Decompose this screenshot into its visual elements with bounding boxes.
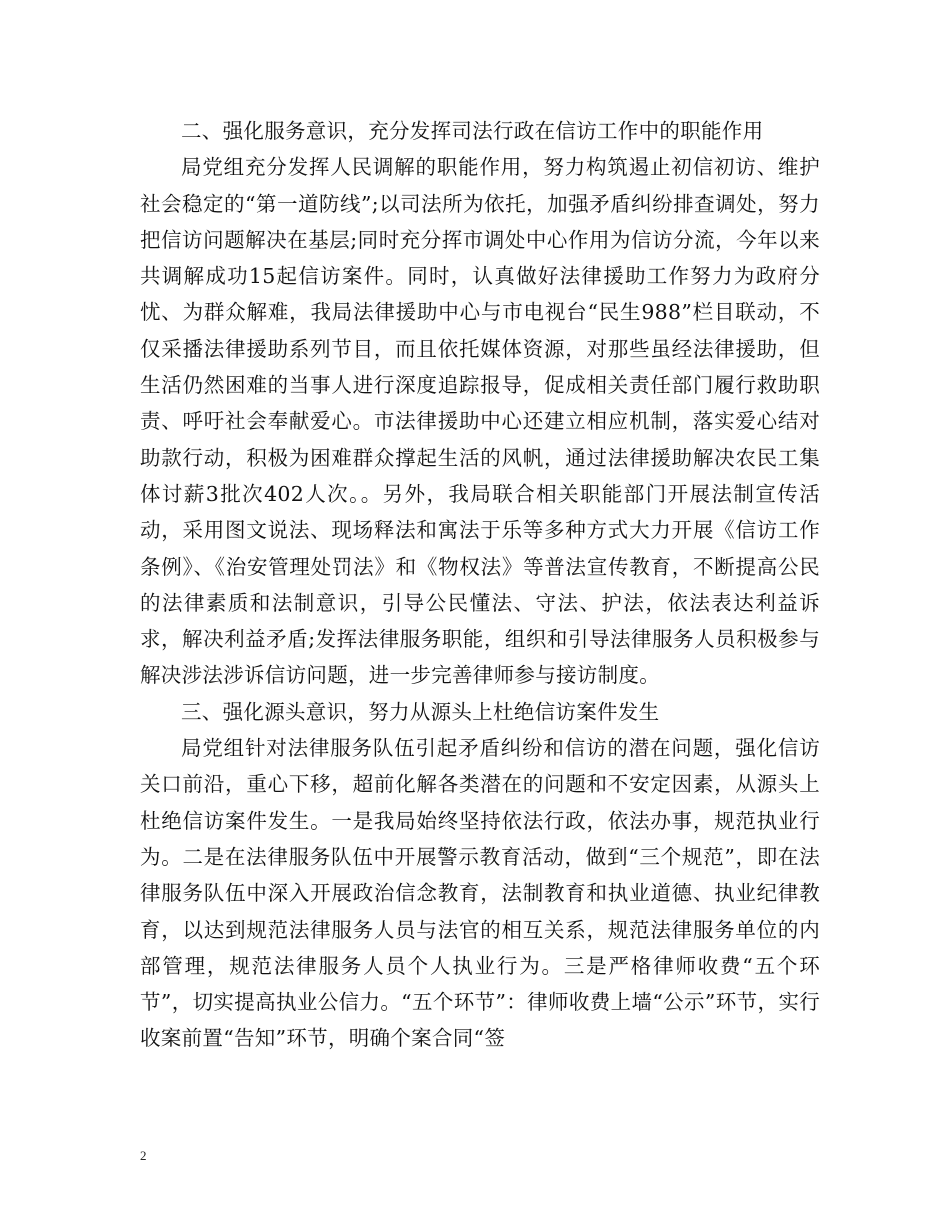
section-2-heading: 二、强化服务意识，充分发挥司法行政在信访工作中的职能作用 [181, 119, 764, 143]
section-2-paragraph: 局党组充分发挥人民调解的职能作用，努力构筑遏止初信初访、维护社会稳定的“第一道防线”;以司法所为依托，加强矛盾纠纷排查调处，努力把信访问题解决在基层;同时充分挥市调处中心作用为信访分流，今年以来共调解成功15起信访案件。同时，认真做好法律援助工作努力为政府分忧、为群众解难，我局法律援助中心与市电视台“民生988”栏目联动，不仅采播法律援助系列节目，而且依托媒体资源，对那些虽经法律援助，但生活仍然困难的当事人进行深度追踪报导，促成相关责任部门履行救助职责、呼吁社会奉献爱心。市法律援助中心还建立相应机制，落实爱心结对助款行动，积极为困难群众撑起生活的风帆，通过法律援助解决农民工集体讨薪3批次402人次。。另外，我局联合相关职能部门开展法制宣传活动，采用图文说法、现场释法和寓法于乐等多种方式大力开展《信访工作条例》、《治安管理处罚法》和《物权法》等普法宣传教育，不断提高公民的法律素质和法制意识，引导公民懂法、守法、护法，依法表达利益诉求，解决利益矛盾;发挥法律服务职能，组织和引导法律服务人员积极参与解决涉法涉诉信访问题，进一步完善律师参与接访制度。 [140, 155, 820, 688]
document-body [140, 113, 820, 1057]
section-3-heading: 三、强化源头意识，努力从源头上杜绝信访案件发生 [181, 699, 660, 724]
section-3-paragraph: 局党组针对法律服务队伍引起矛盾纠纷和信访的潜在问题，强化信访关口前沿，重心下移，超前化解各类潜在的问题和不安定因素，从源头上杜绝信访案件发生。一是我局始终坚持依法行政，依法办事，规范执业行为。二是在法律服务队伍中开展警示教育活动，做到“三个规范”，即在法律服务队伍中深入开展政治信念教育，法制教育和执业道德、执业纪律教育，以达到规范法律服务人员与法官的相互关系，规范法律服务单位的内部管理，规范法律服务人员个人执业行为。三是严格律师收费“五个环节”，切实提高执业公信力。“五个环节”：律师收费上墙“公示”环节，实行收案前置“告知”环节，明确个案合同“签 [140, 736, 820, 1051]
page-number: 2 [140, 1148, 147, 1163]
